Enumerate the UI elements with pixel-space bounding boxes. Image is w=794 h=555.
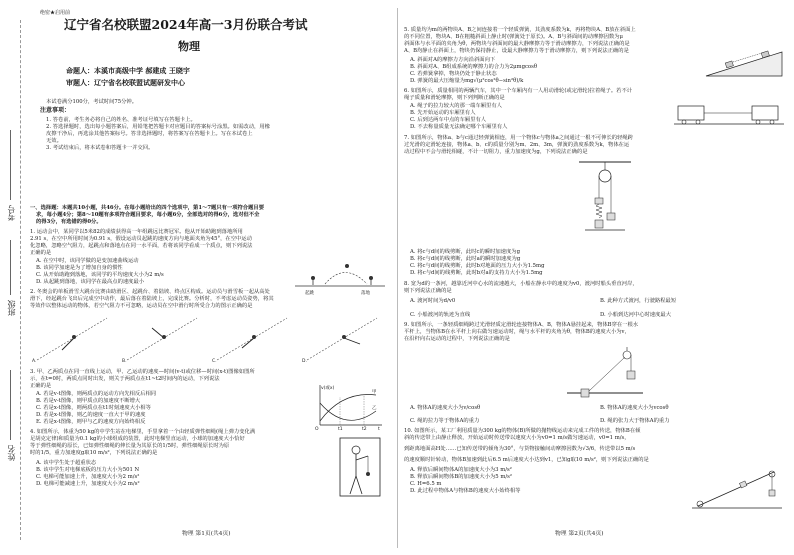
q4-option-a: A. 该中学生处于超重状态 <box>36 460 97 466</box>
q4-elevator-figure <box>338 436 384 500</box>
exam-intro: 本试卷满分100分，考试时间75分钟。 <box>46 99 138 105</box>
q2-stem: 滑下，经起跳台飞出后完成空中动作，最后落在着陆坡上，完成比赛。分析时，不考虑运动员姿势，将其 <box>30 296 274 302</box>
secret-label: 绝密★启用前 <box>40 10 71 16</box>
footer-right: 物理 第2页(共4页) <box>555 531 604 537</box>
q1-long-jump-figure <box>295 256 385 296</box>
q7-option-c: C. 将c与d间的线剪断，此时b对地面的压力大小为1.5mg <box>410 263 545 269</box>
exam-title: 辽宁省名校联盟2024年高一3月份联合考试 <box>64 17 308 32</box>
author-line-2: 审题人：辽宁省名校联盟试题研发中心 <box>66 79 185 87</box>
q9-stem: 9. 如图所示，一条轻质细绳跨过光滑轻质定滑轮连接物体A、B，物体A悬挂起来，物体B穿在一根水 <box>404 322 639 328</box>
q5-stem: 的不同位置，物块A、B在粗糙斜面上静止时(弹簧处于原长)。A、B与斜面间的动摩擦因数为μ <box>404 34 623 40</box>
q2-figures <box>32 310 387 365</box>
q3-xlabel: t <box>378 427 380 432</box>
q5-stem: A、B均静止在斜面上，物块仍保持静止，设最大静摩擦力等于滑动摩擦力，则下列说法正确的是 <box>404 48 629 54</box>
notice-line: 皮擦干净后，再选涂其他答案标号。答非选择题时，将答案写在答题卡上。写在本试卷上 <box>46 131 253 137</box>
q2-option-d: D. <box>302 359 307 364</box>
q4-option-b: B. 该中学生对电梯底板的压力大小为501 N <box>36 467 140 473</box>
q2-figure-c <box>212 318 287 364</box>
section-heading: 求，每小题4分；第8～10题有多项符合题目要求，每小题6分，全部选对的得6分，选对但不全 <box>36 212 260 218</box>
notice-line: 1. 答卷前，考生务必将自己的姓名、准考证号填写在答题卡上。 <box>46 117 196 123</box>
q4-stem: 等于弹性细绳的原长，已知弹性细绳的伸长量为其原长的1/5时，弹性细绳原长时为原 <box>30 443 230 449</box>
q7-stem: 7. 如图所示，物体a、b与c通过轻弹簧相连，用一个物体c与物体a之间通过一根不可伸长的轻绳跨 <box>404 135 633 141</box>
q3-option-d: D. 若是x-t图像，则乙的速度一直大于甲的速度 <box>36 412 146 418</box>
q5-stem: 斜面体与水平面的夹角为θ，两物块与斜面间的最大静摩擦力等于滑动摩擦力，下列说法正确的是 <box>404 41 630 47</box>
q2-figure-b <box>122 318 197 364</box>
q3-yi: 乙 <box>372 406 377 411</box>
notice-line: 3. 考试结束后，将本试卷和答题卡一并交回。 <box>46 145 154 151</box>
q10-option-a: A. 释放后瞬间物体A的加速度大小为3 m/s² <box>410 467 512 473</box>
q5-option-d: D. 弹簧的最大压缩量为mg√(μ²cos²θ−sin²θ)/k <box>410 78 524 84</box>
q7-pulley-figure <box>575 158 635 246</box>
q1-option-a: A. 在空中时，该同学做的是变加速曲线运动 <box>36 258 139 264</box>
q8-stem: 8. 宽为d的一条河，越靠近河中心水的流速越大，小船在静水中的速度为v0，渡河时船头垂直河岸， <box>404 281 638 287</box>
q8-option-c: C. 小船渡河的轨迹为直线 <box>410 312 471 318</box>
author-line-1: 命题人：本溪市高级中学 郝建成 王晓宇 <box>66 67 190 75</box>
q6-option-d: D. 不去称量质量无法确定哪个车厢里有人 <box>410 124 508 130</box>
q10-option-d: D. 此过程中物体A与物体B的速度大小始终相等 <box>410 488 521 494</box>
q3-option-a: A. 若是v-t图像，则两质点的运动方向先相反后相同 <box>36 391 157 397</box>
q7-stem: 动过程中不会与滑轮相碰，不计一切阻力，重力加速度为g，下列说法正确的是 <box>404 149 588 155</box>
q7-stem: 过光滑的定滑轮连接，物体a、b、c的质量分别为m、2m、3m，弹簧的劲度系数为k，物体在运 <box>404 142 630 148</box>
q8-option-d: D. 小船到达河中心时速度最大 <box>600 312 671 318</box>
xingming-line <box>10 370 11 440</box>
q2-figure-a <box>32 318 107 364</box>
q9-option-a: A. 物体A的速度大小为v/cosθ <box>410 405 481 411</box>
q6-carts-figure <box>674 96 784 128</box>
notice-line: 无效。 <box>46 138 62 144</box>
q7-option-a: A. 将c与d间的线剪断，此时c的瞬时加速度为g <box>410 249 520 255</box>
q3-option-e: E. 若是x-t图像，则甲与乙的速度方向始终相反 <box>36 419 146 425</box>
banji-line <box>10 240 11 295</box>
q3-t2: t2 <box>362 427 367 432</box>
notice-title: 注意事项： <box>40 107 71 114</box>
q10-stem: 的速度顺时针转动，物体B加速到此后6.5 m后速度大小达到v1，已知g取10 m/s²，则下列说法正确的是 <box>404 457 649 463</box>
q4-option-d: D. 电梯可能减速上升，加速度大小为2 m/s² <box>36 481 140 487</box>
q1-option-c: C. 从开始助跑到落地，该同学的平均速度大小为2 m/s <box>36 272 164 278</box>
q3-stem: 示，在t=0时，两质点同时出发，则关于两质点在t1~t2时间内的运动，下列说法 <box>30 376 220 382</box>
q10-stem: 10. 如图所示，某工厂利用质量为300 kg的物体(B)所做的抛物线运动来完成工件的传送，物体B在倾 <box>404 428 641 434</box>
q3-stem: 3. 甲、乙两质点在同一直线上运动，甲、乙运动的速度—时间(v-t)或位移—时间(x-t)图像如图所 <box>30 369 255 375</box>
q8-option-a: A. 渡河时间为d/v0 <box>410 298 456 304</box>
q5-stem: 5. 质量均为m的两物块A、B之间连接着一个轻质弹簧，其劲度系数为k，再将物块A、B放在斜面上 <box>404 27 636 33</box>
q10-conveyor-figure <box>690 462 784 512</box>
q5-incline-figure <box>706 48 784 78</box>
q6-option-c: C. 后到达两车中点的车厢里有人 <box>410 117 487 123</box>
q10-option-b: B. 释放后瞬间物体B的加速度大小为5 m/s² <box>410 474 513 480</box>
label-kaohao: 考号 <box>7 205 16 221</box>
q7-option-d: D. 将c与d间的线剪断，此时b对a的支持力大小为1.5mg <box>410 270 543 276</box>
label-xingming: 姓名 <box>7 445 16 461</box>
q3-jia: 甲 <box>372 390 377 395</box>
page-divider <box>397 8 398 548</box>
q10-option-c: C. H=6.5 m <box>410 481 442 487</box>
q3-stem: 正确的是 <box>30 383 52 389</box>
q2-option-a: A. <box>32 359 37 364</box>
q3-t1: t1 <box>338 427 343 432</box>
q8-stem: 则下列说法正确的是 <box>404 288 452 294</box>
label-banji: 班级 <box>7 300 16 316</box>
q9-stem: 在沿杆向右运动的过程中，下列说法正确的是 <box>404 336 510 342</box>
q4-option-c: C. 电梯可能加速上升，加速度大小为2 m/s² <box>36 474 140 480</box>
q2-stem: 2. 冬奥会的单板滑雪大跳台比赛由助滑区、起跳台、着陆坡、终点区构成。运动员与滑雪板一起从高处 <box>30 289 270 295</box>
q9-option-d: D. 绳的张力大于物体A的重力 <box>600 418 670 424</box>
q6-stem: 绳子质量和滑轮摩擦，则下列判断正确的是 <box>404 95 505 101</box>
binding-strip <box>0 0 22 555</box>
q9-option-c: C. 绳的拉力等于物体A的重力 <box>410 418 480 424</box>
q4-stem: 时的1/5，重力加速度g取10 m/s²，下列说法正确的是 <box>30 450 158 456</box>
q4-stem: 足胡克定律)和质量为0.1 kg的小球组成的装置，此时电梯竖直运动，小球的加速度大小恰好 <box>30 436 245 442</box>
q2-stem: 等效作以整体运动的物体，若空气阻力不可忽略，运动员在空中滑行时所受合力的图示正确的是 <box>30 303 253 309</box>
section-heading: 的得3分，有选错的得0分。 <box>36 219 102 225</box>
notice-line: 2. 答选择题时，选出每小题答案后，用铅笔把答题卡对应题目的答案标号涂黑。如需改动，用橡 <box>46 124 270 130</box>
q6-option-a: A. 绳子的拉力较大的那一端车厢里有人 <box>410 103 502 109</box>
footer-left: 物理 第1页(共4页) <box>182 531 231 537</box>
q3-option-b: B. 若是v-t图像，则甲质点的加速度不断增大 <box>36 398 141 404</box>
label-landing: 落地 <box>361 291 370 296</box>
q9-stem: 平杆上，当物体B在水平杆上向右做匀速运动时，绳与水平杆的夹角为θ，物体B的速度大小为v， <box>404 329 630 335</box>
q3-ylabel: v(或x) <box>321 386 335 391</box>
q9-option-b: B. 物体A的速度大小为vcosθ <box>600 405 669 411</box>
q1-option-d: D. 从起跳到落地，该同学在最高点的速度最小 <box>36 279 145 285</box>
q7-option-b: B. 将c与d间的线剪断，此时a的瞬时加速度为g <box>410 256 521 262</box>
q6-option-b: B. 先开始运动的车厢里有人 <box>410 110 476 116</box>
q2-option-c: C. <box>212 359 217 364</box>
q1-stem: 2.91 s，在空中所用时间为0.91 s，假设运动员起跳的速度方向与地面夹角为45°，在空中运动 <box>30 236 252 242</box>
q2-option-b: B. <box>122 359 127 364</box>
kaohao-line <box>10 130 11 200</box>
q1-option-b: B. 该同学加速是为了增加自身的惯性 <box>36 265 123 271</box>
q5-option-c: C. 若弹簧拿掉，物块仍处于静止状态 <box>410 71 497 77</box>
q5-option-a: A. 斜面对A的摩擦力方向沿斜面向下 <box>410 57 496 63</box>
q1-stem: 化忽略，忽略空气阻力，起跳点和落地点在同一水平面，若将该同学看成一个质点，则下列说法 <box>30 243 253 249</box>
q1-stem: 1. 运动会中，某同学以5米82的成绩获得高一年组跳远比赛冠军。他从开始助跑到落地所用 <box>30 229 243 235</box>
q10-stem: 斜的传送带上由静止释放，开始运动时传送带以速度大小为v0=1 m/s做匀速运动，v0=1 m/s， <box>404 435 630 441</box>
q9-pulley-figure <box>565 345 645 401</box>
q8-option-b: B. 此种方式渡河，行驶路程最短 <box>600 298 677 304</box>
q5-option-b: B. 斜面对A、B组成系统的摩擦力的合力为2μmgcosθ <box>410 64 538 70</box>
q3-origin: O <box>315 427 319 432</box>
subject-title: 物理 <box>178 40 200 53</box>
cut-line <box>20 20 21 540</box>
q10-stem: 到距离地面高H处……已知传送带的倾角为30°，与货物接触间动摩擦因数为√3/6，传送带以5 m/s <box>404 446 636 452</box>
q6-stem: 6. 如图所示，质量相同的两辆汽车，其中一个车厢内有一人用动滑轮(或定滑轮)拉着绳子。若不计 <box>404 88 633 94</box>
q3-graph <box>312 383 384 431</box>
q4-stem: 4. 如图所示，体重为50 kg的中学生站在电梯里，手里拿着一个由轻质弹性细绳(绳上弹力变化满 <box>30 429 256 435</box>
q1-stem: 正确的是 <box>30 250 52 256</box>
label-takeoff: 起跳 <box>305 291 314 296</box>
section-heading: 一、选择题：本题共10小题，共46分。在每小题给出的四个选项中，第1～7题只有一项符合题目要 <box>30 205 264 211</box>
q2-figure-d <box>302 318 377 364</box>
q3-option-c: C. 若是x-t图像，则两质点在t1时刻速度大小相等 <box>36 405 151 411</box>
